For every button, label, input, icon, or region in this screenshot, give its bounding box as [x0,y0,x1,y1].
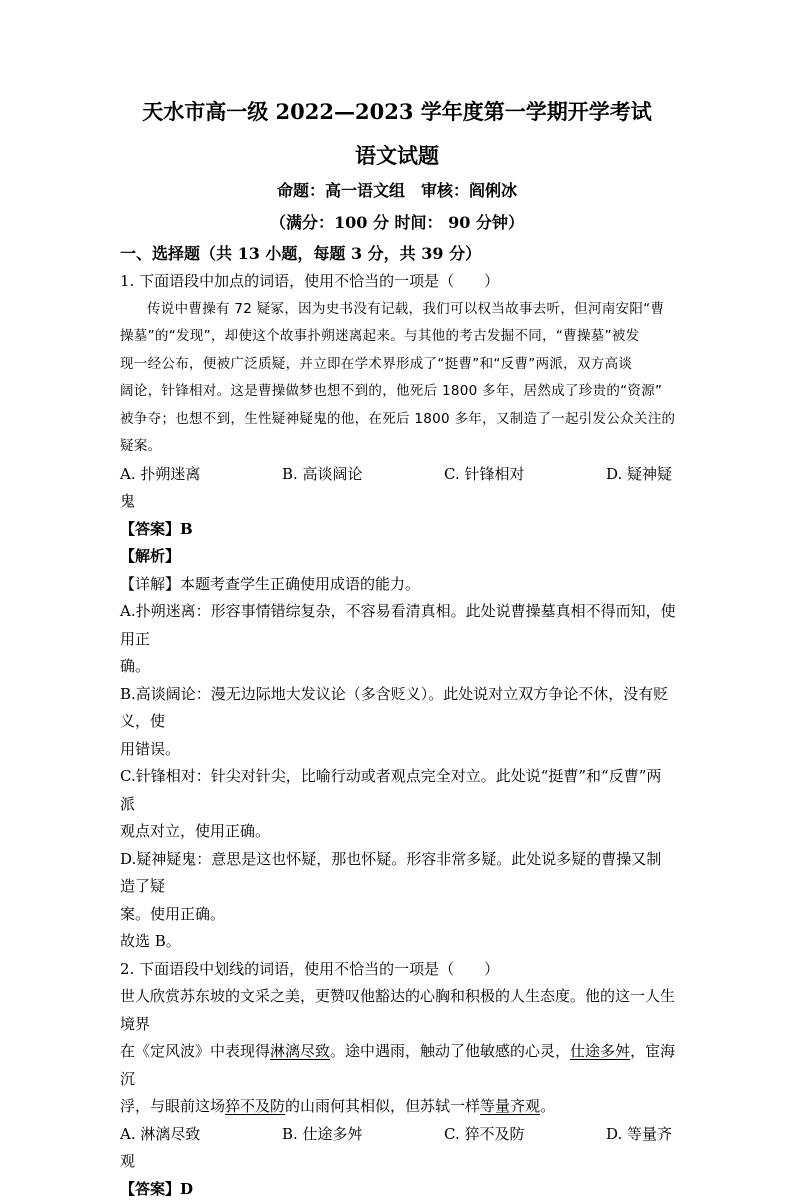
text: 在《定风波》中表现得 [120,1042,270,1060]
passage-line: 操墓”的“发现”，却使这个故事扑朔迷离起来。与其他的考古发掘不同，“曹操墓”被发 [120,323,676,351]
text: 。 [540,1097,555,1115]
passage-line: 阔论，针锋相对。这是曹操做梦也想不到的，他死后 1800 多年，居然成了珍贵的“资源” [120,378,676,406]
question-2-answer: 【答案】D [120,1176,676,1203]
text: 。途中遇雨，触动了他敏感的心灵， [330,1042,570,1060]
explain-line: B.高谈阔论：漫无边际地大发议论（多含贬义）。此处说对立双方争论不休，没有贬义，使 [120,681,676,736]
passage-line: 现一经公布，便被广泛质疑，并立即在学术界形成了“挺曹”和“反曹”两派，双方高谈 [120,351,676,379]
explain-line: D.疑神疑鬼：意思是这也怀疑，那也怀疑。形容非常多疑。此处说多疑的曹操又制造了疑 [120,846,676,901]
explain-line: 观点对立，使用正确。 [120,818,676,846]
underlined-word: 等量齐观 [480,1097,540,1115]
option-d-wrap: 鬼 [120,488,676,516]
question-2-stem: 2. 下面语段中划线的词语，使用不恰当的一项是（ ） [120,956,676,984]
text: ，宦海沉 [120,1042,675,1088]
question-1-passage [120,296,676,461]
option-b: B. 高谈阔论 [282,461,444,489]
option-d: D. 等量齐 [606,1121,676,1149]
detail-line: 【详解】本题考查学生正确使用成语的能力。 [120,571,676,599]
underlined-word: 仕途多舛 [570,1042,630,1060]
explain-line: 确。 [120,653,676,681]
q2-passage-line [120,1093,676,1121]
section-heading: 一、选择题（共 13 小题，每题 3 分，共 39 分） [120,240,676,268]
text: 的山雨何其相似，但苏轼一样 [285,1097,480,1115]
question-1-stem: 1. 下面语段中加点的词语，使用不恰当的一项是（ ） [120,268,676,296]
explain-line: A.扑朔迷离：形容事情错综复杂，不容易看清真相。此处说曹操墓真相不得而知，使用正 [120,598,676,653]
q2-passage-line: 世人欣赏苏东坡的文采之美，更赞叹他豁达的心胸和积极的人生态度。他的这一人生境界 [120,983,676,1038]
score-time-line: （满分：100 分 时间： 90 分钟） [0,210,794,233]
explain-line: 故选 B。 [120,928,676,956]
underlined-word: 猝不及防 [225,1097,285,1115]
analysis-label: 【解析】 [120,543,676,571]
authors-line: 命题：高一语文组 审核：阎俐冰 [0,178,794,201]
text: 浮，与眼前这场 [120,1097,225,1115]
explain-line: C.针锋相对：针尖对针尖，比喻行动或者观点完全对立。此处说“挺曹”和“反曹”两派 [120,763,676,818]
passage-line: 疑案。 [120,433,676,461]
option-b: B. 仕途多舛 [282,1121,444,1149]
option-c: C. 猝不及防 [444,1121,606,1149]
option-a: A. 扑朔迷离 [120,461,282,489]
exam-title: 天水市高一级 2022—2023 学年度第一学期开学考试 [0,96,794,126]
passage-line: 传说中曹操有 72 疑冢，因为史书没有记载，我们可以权当故事去听，但河南安阳“曹 [120,296,676,324]
question-1-answer: 【答案】B [120,516,676,544]
option-a: A. 淋漓尽致 [120,1121,282,1149]
question-2-options [120,1121,676,1149]
explain-line: 案。使用正确。 [120,901,676,929]
explain-line: 用错误。 [120,736,676,764]
question-1 [120,268,676,1203]
option-c: C. 针锋相对 [444,461,606,489]
passage-line: 被争夺；也想不到，生性疑神疑鬼的他，在死后 1800 多年，又制造了一起引发公众关注的 [120,406,676,434]
q2-passage-line [120,1038,676,1093]
underlined-word: 淋漓尽致 [270,1042,330,1060]
option-d: D. 疑神疑 [606,461,676,489]
subject-title: 语文试题 [0,140,794,170]
question-1-options [120,461,676,489]
option-d-wrap: 观 [120,1148,676,1176]
